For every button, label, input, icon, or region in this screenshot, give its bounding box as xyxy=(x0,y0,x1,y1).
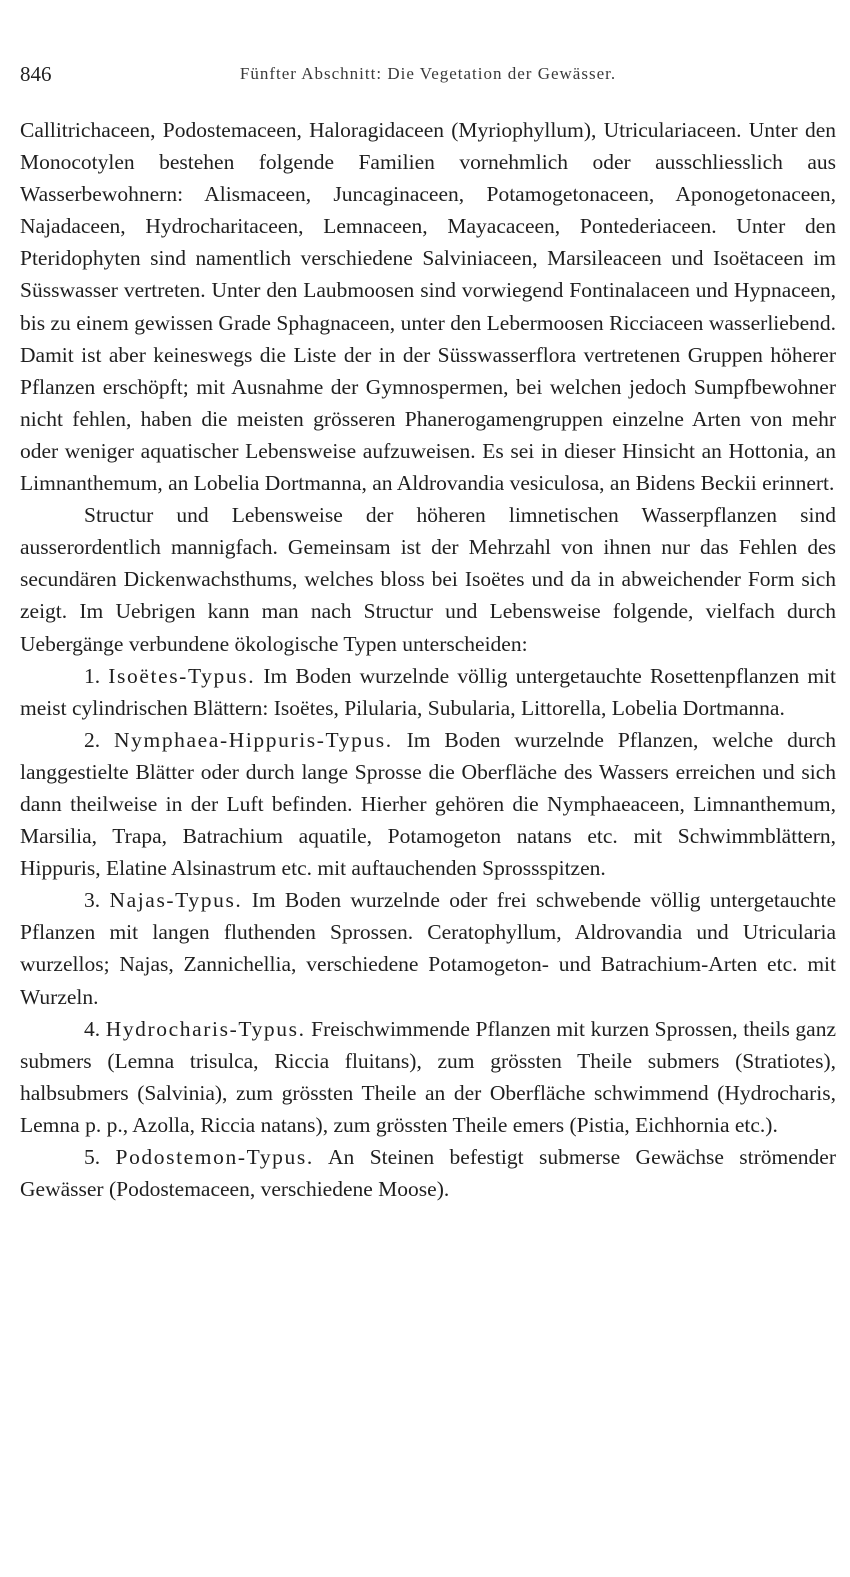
type-heading: Nymphaea-Hippuris-Typus. xyxy=(114,727,393,752)
type-number: 4. xyxy=(84,1016,101,1041)
type-heading: Isoëtes-Typus. xyxy=(108,663,256,688)
type-number: 1. xyxy=(84,663,101,688)
type-number: 5. xyxy=(84,1145,101,1169)
type-text: Im Boden wurzelnde oder frei schwebende völlig untergetauchte Pflanzen mit langen fluthenden Sprossen. Ceratophyllum, Aldrovandia und Utricularia wurzellos; Najas, Zannichellia, verschiedene Potamogeton- und Batrachium-Arten etc. mit Wurzeln. xyxy=(20,888,836,1009)
type-text: An Steinen befestigt submerse Gewächse strömender Gewässer (Podostemaceen, verschiedene Moose). xyxy=(20,1145,837,1202)
type-item-hydrocharis xyxy=(20,1013,836,1141)
type-heading: Podostemon-Typus. xyxy=(115,1145,314,1169)
running-head xyxy=(20,56,836,90)
type-text: Freischwimmende Pflanzen mit kurzen Sprossen, theils ganz submers (Lemna trisulca, Riccia fluitans), zum grössten Theile submers (Stratiotes), halbsubmers (Salvinia), zum grössten Theile an der Oberfläche schwimmend (Hydrocharis, Lemna p. p., Azolla, Riccia natans), zum grössten Theile emers (Pistia, Eichhornia etc.). xyxy=(20,1016,836,1137)
type-number: 2. xyxy=(84,727,101,752)
running-title: Fünfter Abschnitt: Die Vegetation der Gewässer. xyxy=(239,64,617,83)
type-item-podostemon xyxy=(20,1141,836,1205)
book-page xyxy=(20,56,836,1205)
type-text: Im Boden wurzelnde Pflanzen, welche durch langgestielte Blätter oder durch lange Sprosse die Oberfläche des Wassers erreichen und sich dann theilweise in der Luft befinden. Hierher gehören die Nymphaeaceen, Limnanthemum, Marsilia, Trapa, Batrachium aquatile, Potamogeton natans etc. mit Schwimmblättern, Hippuris, Elatine Alsinastrum etc. mit auftauchenden Sprossspitzen. xyxy=(20,727,837,881)
type-item-najas xyxy=(20,884,836,1012)
type-item-nymphaea-hippuris xyxy=(20,724,836,884)
page-number: 846 xyxy=(20,62,52,86)
type-heading: Hydrocharis-Typus. xyxy=(105,1016,306,1041)
type-number: 3. xyxy=(84,888,101,913)
type-text: Im Boden wurzelnde völlig untergetauchte Rosettenpflanzen mit meist cylindrischen Blättern: Isoëtes, Pilularia, Subularia, Littorella, Lobelia Dortmanna. xyxy=(20,663,837,720)
paragraph-structure: Structur und Lebensweise der höheren limnetischen Wasserpflanzen sind ausserordentlich mannigfach. Gemeinsam ist der Mehrzahl von ihnen nur das Fehlen des secundären Dickenwachsthums, welches bloss bei Isoëtes und da in abweichender Form sich zeigt. Im Uebrigen kann man nach Structur und Lebensweise folgende, vielfach durch Uebergänge verbundene ökologische Typen unterscheiden: xyxy=(20,503,836,656)
paragraph-families: Callitrichaceen, Podostemaceen, Haloragidaceen (Myriophyllum), Utriculariaceen. Unter den Monocotylen bestehen folgende Familien vornehmlich oder ausschliesslich aus Wasserbewohnern: Alismaceen, Juncaginaceen, Potamogetonaceen, Aponogetonaceen, Najadaceen, Hydrocharitaceen, Lemnaceen, Mayacaceen, Pontederiaceen. Unter den Pteridophyten sind namentlich verschiedene Salviniaceen, Marsileaceen und Isoëtaceen im Süsswasser vertreten. Unter den Laubmoosen sind vorwiegend Fontinalaceen und Hypnaceen, bis zu einem gewissen Grade Sphagnaceen, unter den Lebermoosen Ricciaceen wasserliebend. Damit ist aber keineswegs die Liste der in der Süsswasserflora vertretenen Gruppen höherer Pflanzen erschöpft; mit Ausnahme der Gymnospermen, bei welchen jedoch Sumpfbewohner nicht fehlen, haben die meisten grösseren Phanerogamengruppen einzelne Arten von mehr oder weniger aquatischer Lebensweise aufzuweisen. Es sei in dieser Hinsicht an Hottonia, an Limnanthemum, an Lobelia Dortmanna, an Aldrovandia vesiculosa, an Bidens Beckii erinnert. xyxy=(20,118,836,496)
type-item-isoetes xyxy=(20,660,836,724)
type-heading: Najas-Typus. xyxy=(109,888,243,913)
body-text xyxy=(20,114,836,1205)
